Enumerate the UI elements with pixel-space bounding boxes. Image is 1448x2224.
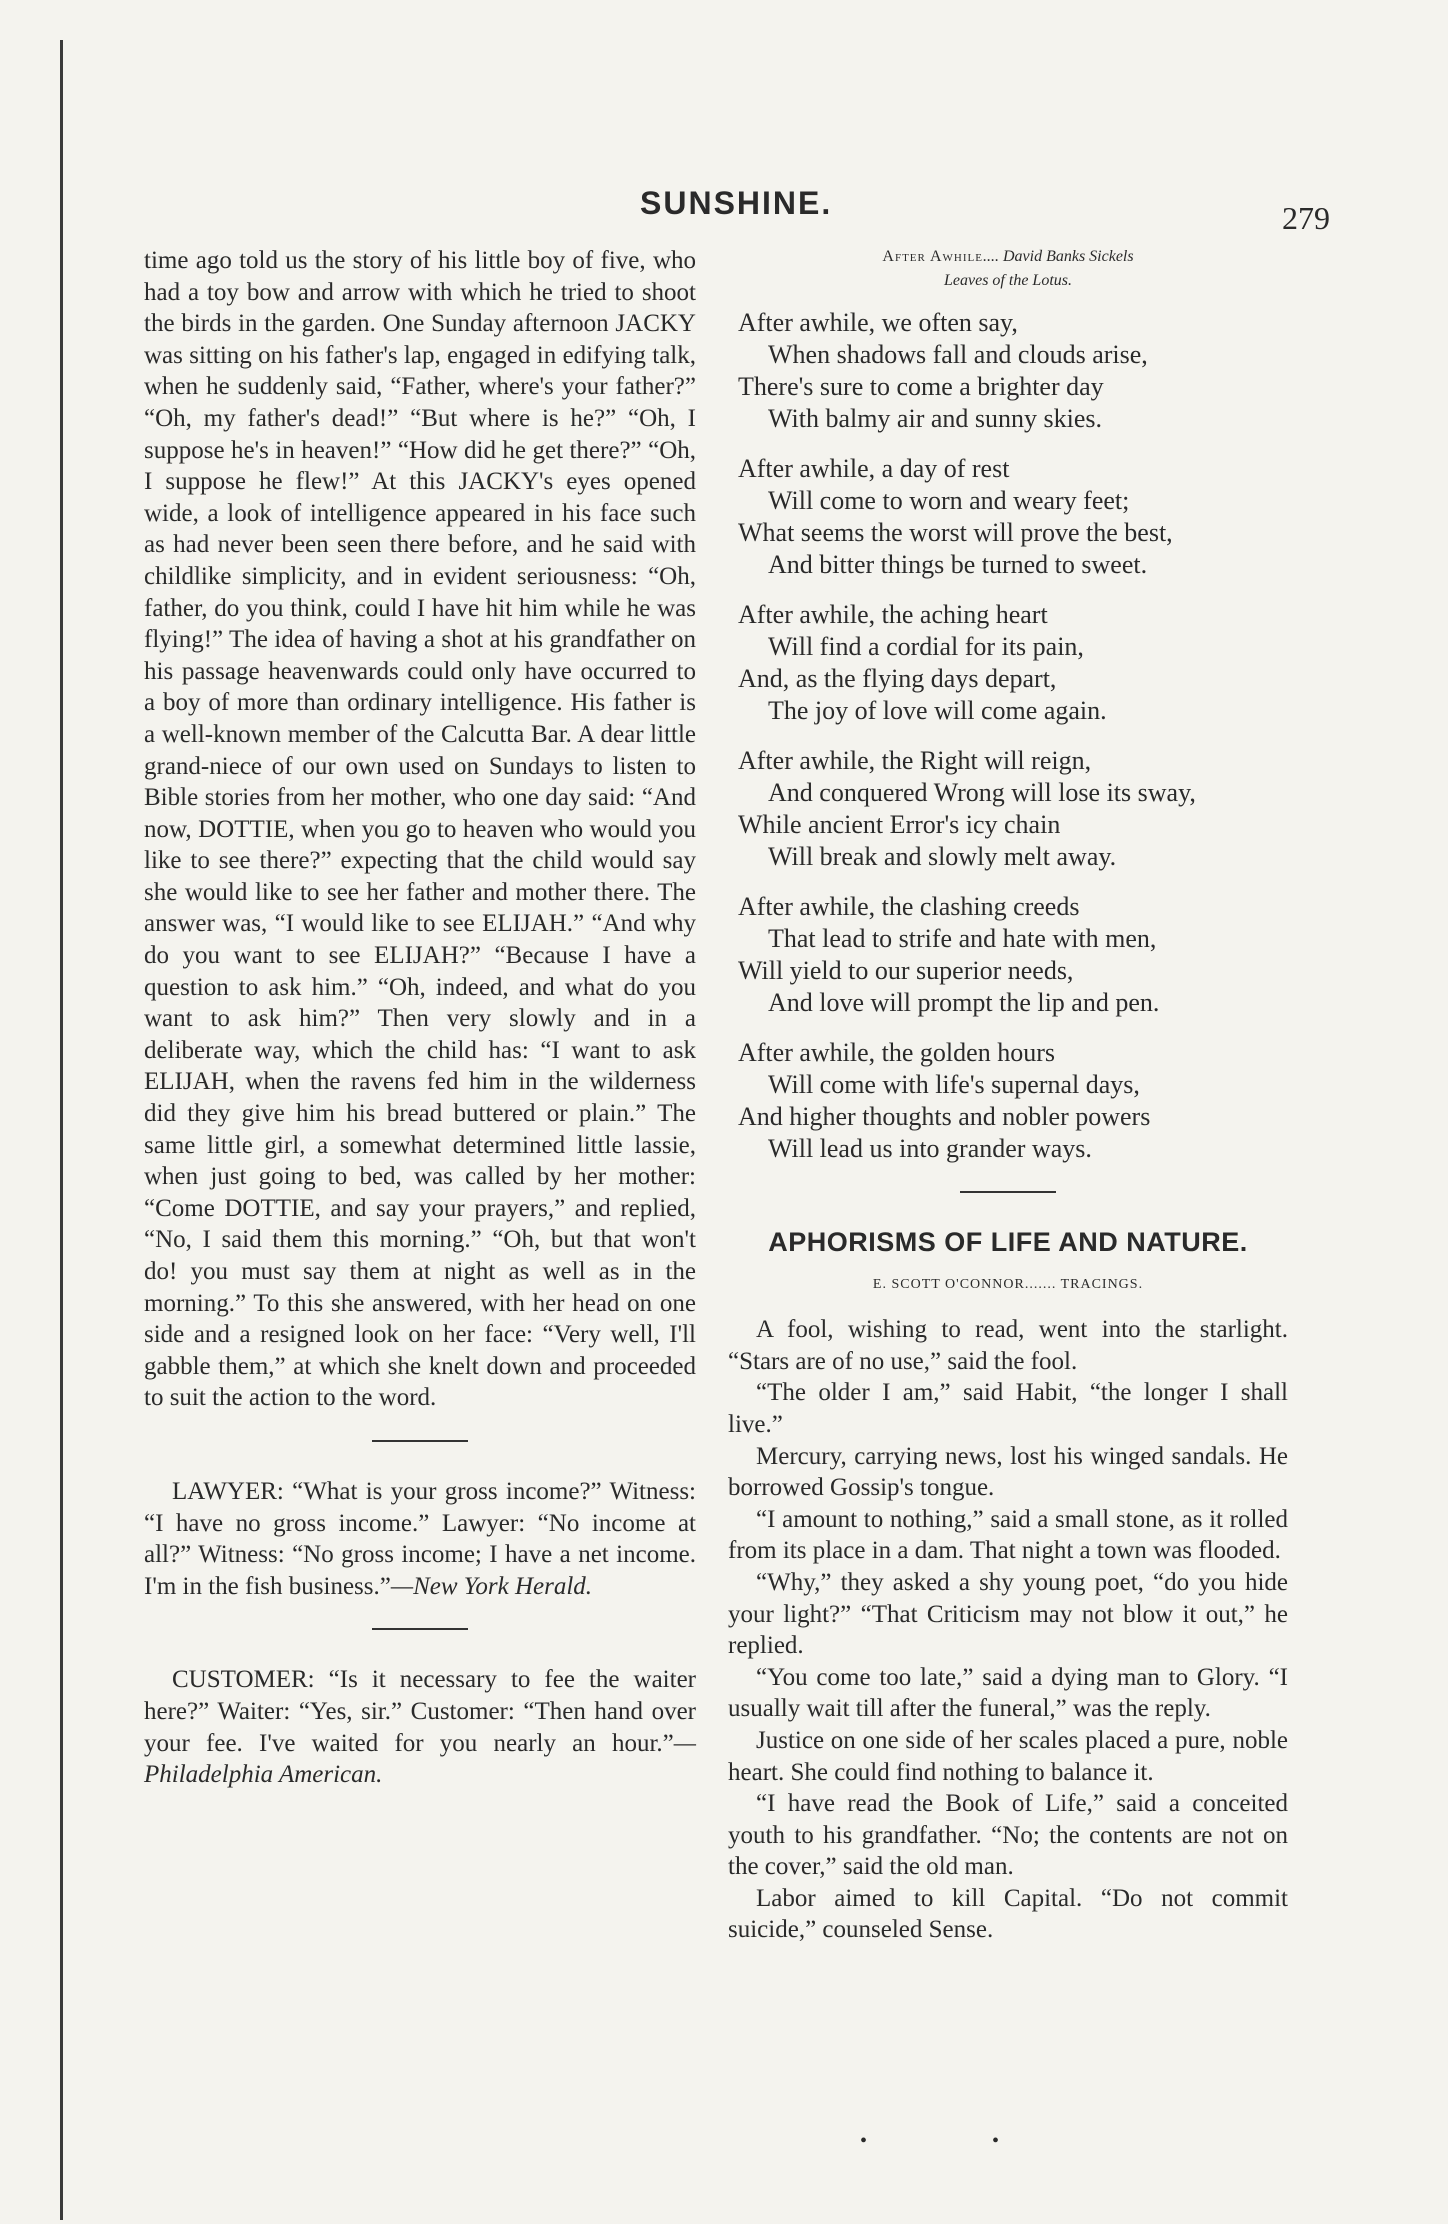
aphorism: “I have read the Book of Life,” said a conceited youth to his grandfather. “No; the contents are not on the cover,” said the old man. bbox=[728, 1790, 1288, 1881]
aphorisms-byline: E. SCOTT O'CONNOR....... TRACINGS. bbox=[872, 1276, 1144, 1292]
aphorism: Labor aimed to kill Capital. “Do not commit suicide,” counseled Sense. bbox=[728, 1884, 1288, 1944]
poem-line: Will find a cordial for its pain, bbox=[768, 632, 1084, 661]
section-divider bbox=[372, 1440, 468, 1442]
poem-stanza bbox=[738, 891, 1288, 1019]
poem-line: And conquered Wrong will lose its sway, bbox=[768, 778, 1196, 807]
aphorisms-source: TRACINGS. bbox=[1060, 1276, 1144, 1292]
poem-line: After awhile, the Right will reign, bbox=[738, 746, 1092, 775]
footer-ornament: • • bbox=[860, 2130, 1060, 2152]
poem-body bbox=[728, 307, 1288, 1165]
lawyer-joke-text: LAWYER: “What is your gross income?” Witness: “I have no gross income.” Lawyer: “No income at all?” Witness: “No gross income; I have a net income. I'm in the fish business.” bbox=[144, 1477, 696, 1600]
aphorism: “The older I am,” said Habit, “the longer I shall live.” bbox=[728, 1379, 1288, 1438]
poem-line: And bitter things be turned to sweet. bbox=[768, 550, 1148, 579]
lawyer-joke-source: —New York Herald. bbox=[390, 1572, 593, 1600]
poem-line: Will lead us into grander ways. bbox=[768, 1134, 1092, 1163]
page-number: 279 bbox=[1282, 200, 1330, 236]
aphorism: A fool, wishing to read, went into the starlight. “Stars are of no use,” said the fool. bbox=[728, 1316, 1288, 1375]
poem-line: While ancient Error's icy chain bbox=[738, 810, 1061, 839]
poem-line: Will come to worn and weary feet; bbox=[768, 486, 1130, 515]
poem-line: After awhile, we often say, bbox=[738, 308, 1018, 337]
customer-joke bbox=[144, 1664, 696, 1790]
right-column bbox=[728, 245, 1288, 1946]
poem-line: When shadows fall and clouds arise, bbox=[768, 340, 1148, 369]
poem-line: What seems the worst will prove the best, bbox=[738, 518, 1173, 547]
section-divider bbox=[960, 1191, 1056, 1193]
poem-line: After awhile, a day of rest bbox=[738, 454, 1010, 483]
poem-line: Will come with life's supernal days, bbox=[768, 1070, 1140, 1099]
left-column bbox=[144, 245, 696, 1791]
poem-stanza bbox=[738, 1037, 1288, 1165]
aphorisms-heading: APHORISMS OF LIFE AND NATURE. bbox=[768, 1227, 1248, 1257]
poem-title: After Awhile bbox=[882, 248, 983, 265]
aphorism: “I amount to nothing,” said a small stone, as it rolled from its place in a dam. That night a town was flooded. bbox=[728, 1505, 1288, 1565]
poem-line: Will break and slowly melt away. bbox=[768, 842, 1117, 871]
poem-line: The joy of love will come again. bbox=[768, 696, 1107, 725]
poem-author: David Banks Sickels bbox=[1002, 248, 1134, 265]
aphorism: “Why,” they asked a shy young poet, “do you hide your light?” “That Criticism may not blow it out,” he replied. bbox=[728, 1568, 1288, 1660]
customer-joke-text: CUSTOMER: “Is it necessary to fee the waiter here?” Waiter: “Yes, sir.” Customer: “Then hand over your fee. I've waited for you nearly an hour.” bbox=[144, 1666, 696, 1757]
poem-line: And love will prompt the lip and pen. bbox=[768, 988, 1160, 1017]
aphorism: “You come too late,” said a dying man to Glory. “I usually wait till after the funeral,” was the reply. bbox=[728, 1663, 1288, 1723]
customer-joke-source: —Philadelphia American. bbox=[144, 1729, 696, 1789]
aphorism: Justice on one side of her scales placed a pure, noble heart. She could find nothing to balance it. bbox=[728, 1726, 1288, 1786]
poem-line: There's sure to come a brighter day bbox=[738, 372, 1104, 401]
poem-line: That lead to strife and hate with men, bbox=[768, 924, 1157, 953]
poem-stanza bbox=[738, 453, 1288, 581]
poem-stanza bbox=[738, 307, 1288, 435]
aphorism: Mercury, carrying news, lost his winged sandals. He borrowed Gossip's tongue. bbox=[728, 1442, 1288, 1502]
poem-line: After awhile, the aching heart bbox=[738, 600, 1048, 629]
page-title: SUNSHINE. bbox=[640, 185, 833, 221]
poem-line: With balmy air and sunny skies. bbox=[768, 404, 1103, 433]
left-margin-rule bbox=[60, 40, 63, 2220]
poem-stanza bbox=[738, 599, 1288, 727]
poem-line: And higher thoughts and nobler powers bbox=[738, 1102, 1151, 1131]
section-divider bbox=[372, 1628, 468, 1630]
poem-line: After awhile, the golden hours bbox=[738, 1038, 1055, 1067]
poem-byline: After Awhile.... David Banks Sickels Leaves of the Lotus. bbox=[882, 248, 1134, 289]
poem-stanza bbox=[738, 745, 1288, 873]
aphorisms-author: E. SCOTT O'CONNOR bbox=[872, 1276, 1025, 1292]
poem-line: After awhile, the clashing creeds bbox=[738, 892, 1080, 921]
story-paragraph: time ago told us the story of his little boy of five, who had a toy bow and arrow with which he tried to shoot the birds in the garden. One Sunday afternoon JACKY was sitting on his father's lap, engaged in edifying talk, when he suddenly said, “Father, where's your father?” “Oh, my father's dead!” “But where is he?” “Oh, I suppose he's in heaven!” “How did he get there?” “Oh, I suppose he flew!” At this JACKY's eyes opened wide, a look of intelligence appeared in his face such as had never been seen there before, and he said with childlike simplicity, and in evident seriousness: “Oh, father, do you think, could I have hit him while he was flying!” The idea of having a shot at his grandfather on his passage heavenwards could only have occurred to a boy of more than ordinary intelligence. His father is a well-known member of the Calcutta Bar. A dear little grand-niece of our own used on Sundays to listen to Bible stories from her mother, who one day said: “And now, DOTTIE, when you go to heaven who would you like to see there?” expecting that the child would say she would like to see her father and mother there. The answer was, “I would like to see ELIJAH.” “And why do you want to see ELIJAH?” “Because I have a question to ask him.” “Oh, indeed, and what do you want to ask him?” Then very slowly and in a deliberate way, which the child has: “I want to ask ELIJAH, when the ravens fed him in the wilderness did they give him his bread buttered or plain.” The same little girl, a somewhat determined little lassie, when just going to bed, was called by her mother: “Come DOTTIE, and say your prayers,” and replied, “No, I said them this morning.” “Oh, but that won't do! you must say them at night as well as in the morning.” To this she answered, with her head on one side and a resigned look on her face: “Very well, I'll gabble them,” at which she knelt down and proceeded to suit the action to the word. bbox=[144, 247, 696, 1412]
poem-source: Leaves of the Lotus. bbox=[944, 272, 1072, 289]
lawyer-joke bbox=[144, 1476, 696, 1602]
poem-line: And, as the flying days depart, bbox=[738, 664, 1057, 693]
poem-line: Will yield to our superior needs, bbox=[738, 956, 1074, 985]
